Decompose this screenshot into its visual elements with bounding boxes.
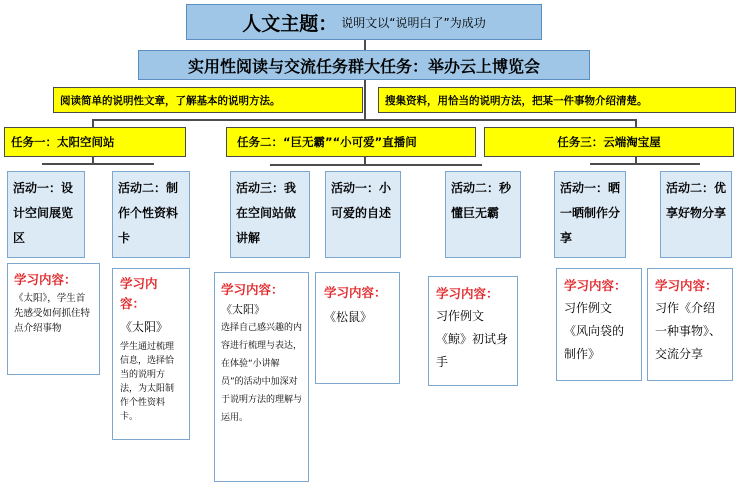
activity-title: 活动二：制作个性资料卡	[118, 181, 179, 245]
content-box	[647, 268, 733, 381]
goal-box	[378, 87, 736, 113]
content-label: 学习内容：	[14, 272, 77, 287]
activity-title: 活动二：优享好物分享	[666, 181, 727, 220]
content-text: 习作例文《鲸》初试身手	[436, 309, 509, 369]
connector-line	[635, 119, 637, 127]
activity-title: 活动一：小可爱的自述	[331, 181, 392, 220]
theme-box	[186, 4, 542, 40]
connector-line	[42, 163, 154, 165]
activity-box	[230, 171, 310, 258]
content-label: 学习内容：	[436, 286, 499, 301]
task-title: 任务二：“巨无霸”“小可爱”直播间	[237, 135, 417, 149]
content-text: 《太阳》，学生首先感受如何抓住特点介绍事物	[14, 293, 91, 334]
content-label: 学习内容：	[655, 278, 718, 293]
activity-title: 活动二：秒懂巨无霸	[451, 181, 512, 220]
goal-text: 搜集资料，用恰当的说明方法，把某一件事物介绍清楚。	[385, 94, 648, 107]
content-text: 学生通过梳理信息，选择恰当的说明方法，为太阳制作个性资料卡。	[120, 342, 175, 422]
content-text: 《松鼠》	[324, 310, 373, 324]
content-text: 习作《介绍一种事物》、交流分享	[655, 301, 722, 361]
activity-title: 活动一：晒一晒制作分享	[560, 181, 621, 245]
goal-text: 阅读简单的说明性文章，了解基本的说明方法。	[60, 94, 281, 107]
activity-box	[112, 171, 190, 258]
content-box	[556, 268, 642, 381]
activity-box	[660, 171, 732, 258]
activity-box	[7, 171, 85, 258]
content-label: 学习内容：	[221, 282, 284, 297]
task-box	[4, 127, 186, 157]
task-box	[226, 127, 476, 157]
goal-box	[53, 87, 363, 113]
content-box	[214, 272, 309, 482]
content-label: 学习内容：	[324, 285, 387, 300]
connector-line	[590, 163, 700, 165]
content-label: 学习内容：	[564, 278, 627, 293]
activity-box	[325, 171, 401, 258]
task-box	[484, 127, 734, 157]
content-box	[315, 272, 400, 384]
content-text: 习作例文《风向袋的制作》	[564, 301, 625, 361]
activity-box	[554, 171, 626, 258]
connector-line	[364, 80, 366, 120]
content-title: 《太阳》	[221, 303, 265, 316]
activity-title: 活动三：我在空间站做讲解	[236, 181, 297, 245]
theme-label: 人文主题：	[242, 12, 338, 35]
connector-line	[92, 119, 637, 121]
connector-line	[270, 164, 482, 166]
content-title: 《太阳》	[120, 320, 169, 334]
connector-line	[364, 40, 366, 50]
activity-title: 活动一：设计空间展览区	[13, 181, 74, 245]
content-text: 选择自己感兴趣的内容进行梳理与表达，在体验“小讲解员”的活动中加深对于说明方法的理解与运用。	[221, 323, 303, 423]
main-task-box	[138, 50, 590, 80]
activity-box	[445, 171, 521, 258]
content-box	[428, 276, 518, 386]
task-title: 任务三：云端淘宝屋	[557, 135, 661, 149]
task-title: 任务一：太阳空间站	[11, 135, 115, 149]
main-task-text: 实用性阅读与交流任务群大任务：举办云上博览会	[187, 56, 540, 76]
content-box	[112, 268, 190, 440]
content-box	[7, 263, 100, 375]
connector-line	[92, 119, 94, 127]
theme-text: 说明文以“说明白了”为成功	[341, 15, 486, 30]
content-label: 学习内容：	[120, 276, 158, 311]
